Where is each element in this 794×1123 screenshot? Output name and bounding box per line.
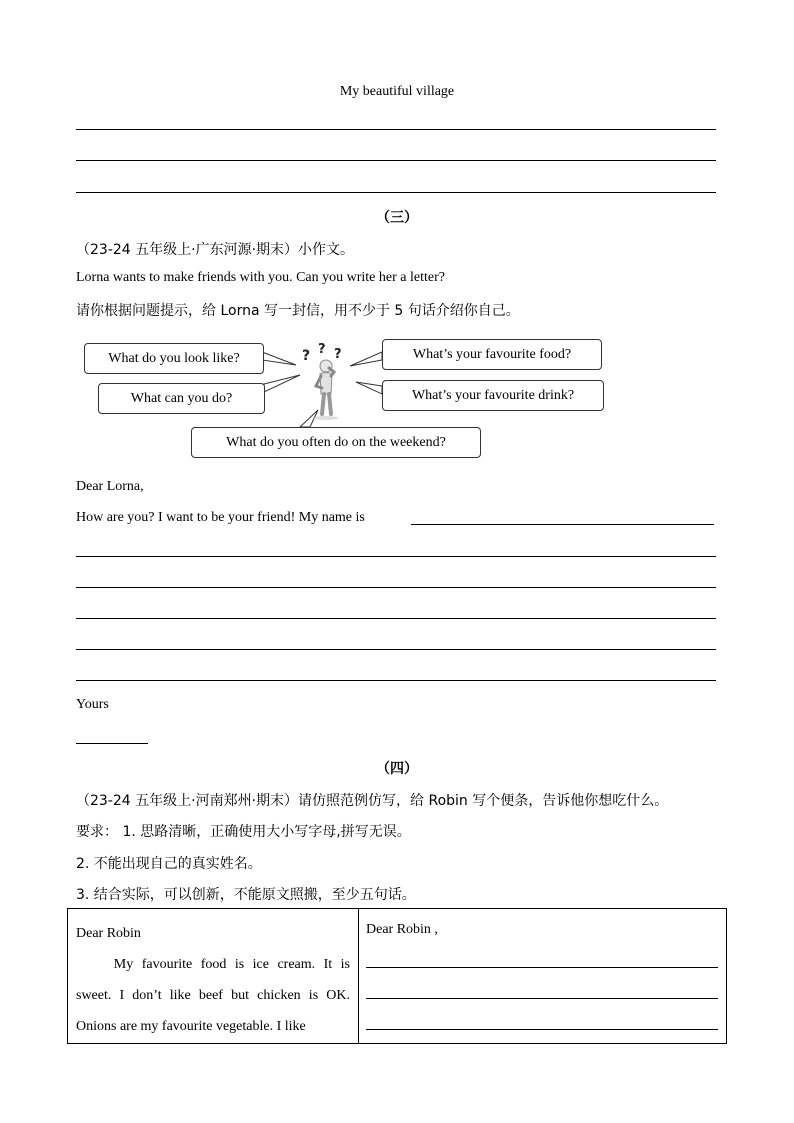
thinking-figure-icon bbox=[298, 342, 358, 422]
section-heading-4: （四） bbox=[376, 761, 418, 777]
letter-opening: How are you? I want to be your friend! My name is bbox=[76, 510, 365, 525]
bubble-favourite-drink: What’s your favourite drink? bbox=[382, 380, 604, 411]
example-body: My favourite food is ice cream. It is sweet. I don’t like beef but chicken is OK. Onions are my favourite vegetable. I like bbox=[76, 957, 350, 1034]
letter-salutation: Dear Lorna, bbox=[76, 479, 144, 494]
bubble-can-do: What can you do? bbox=[98, 383, 265, 414]
essay-title: My beautiful village bbox=[339, 84, 455, 99]
example-salutation: Dear Robin bbox=[76, 926, 141, 941]
bubble-look-like: What do you look like? bbox=[84, 343, 264, 374]
example-cell bbox=[76, 918, 350, 1042]
answer-line[interactable] bbox=[366, 998, 718, 999]
section-source: （23-24 五年级上·广东河源·期末）小作文。 bbox=[76, 242, 355, 258]
writing-line[interactable] bbox=[76, 587, 716, 588]
table-divider bbox=[358, 908, 359, 1044]
bubble-weekend: What do you often do on the weekend? bbox=[191, 427, 481, 458]
writing-line[interactable] bbox=[76, 556, 716, 557]
answer-line[interactable] bbox=[366, 967, 718, 968]
svg-text:?: ? bbox=[302, 348, 311, 364]
writing-line bbox=[76, 129, 716, 130]
writing-line[interactable] bbox=[76, 680, 716, 681]
writing-line bbox=[76, 192, 716, 193]
bubble-favourite-food: What’s your favourite food? bbox=[382, 339, 602, 370]
prompt-chinese: 请你根据问题提示，给 Lorna 写一封信，用不少于 5 句话介绍你自己。 bbox=[76, 303, 520, 319]
section-heading-3: （三） bbox=[376, 210, 418, 226]
requirement-1: 要求： 1. 思路清晰，正确使用大小写字母,拼写无误。 bbox=[76, 824, 411, 840]
letter-closing: Yours bbox=[76, 697, 109, 712]
writing-line[interactable] bbox=[76, 649, 716, 650]
writing-line[interactable] bbox=[76, 618, 716, 619]
svg-text:?: ? bbox=[334, 347, 342, 362]
section-source: （23-24 五年级上·河南郑州·期末）请仿照范例仿写，给 Robin 写个便条，告诉他你想吃什么。 bbox=[76, 793, 669, 809]
writing-line bbox=[76, 160, 716, 161]
name-blank[interactable] bbox=[411, 524, 714, 525]
answer-salutation: Dear Robin , bbox=[366, 922, 438, 937]
signature-blank[interactable] bbox=[76, 743, 148, 744]
requirement-3: 3. 结合实际，可以创新，不能原文照搬，至少五句话。 bbox=[76, 887, 416, 903]
svg-text:?: ? bbox=[318, 342, 326, 357]
requirement-2: 2. 不能出现自己的真实姓名。 bbox=[76, 856, 262, 872]
answer-line[interactable] bbox=[366, 1029, 718, 1030]
prompt-english: Lorna wants to make friends with you. Can you write her a letter? bbox=[76, 270, 445, 285]
